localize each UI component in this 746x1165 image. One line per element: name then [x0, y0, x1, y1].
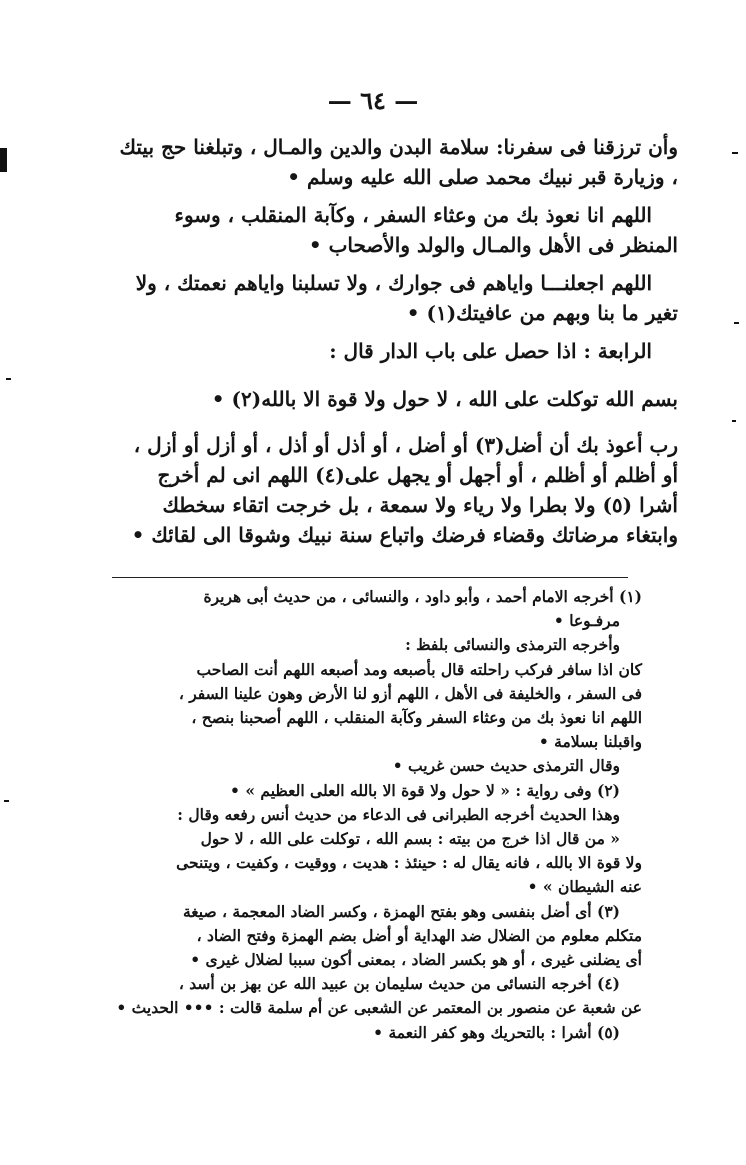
footnote-line: عن شعبة عن منصور بن المعتمر عن الشعبى عن أم سلمة قالت : ••• الحديث • — [116, 998, 642, 1018]
edge-mark-right-2 — [734, 322, 739, 324]
edge-mark-right-3 — [732, 420, 736, 422]
edge-mark-left-top — [0, 148, 7, 172]
footnote-line: واقبلنا بسلامة • — [538, 732, 642, 752]
footnotes — [104, 585, 642, 1045]
edge-mark-left-low — [4, 800, 9, 802]
footnote-separator — [112, 577, 628, 578]
footnote-line: (٢) وفى رواية : « لا حول ولا قوة الا بالله العلى العظيم » • — [230, 780, 620, 800]
main-paragraph: رب أعوذ بك أن أضل(٣) أو أضل ، أو أذل أو أذل ، أو أزل أو أزل ، أو أظلم أو أظلم ، أو أجهل أو يجهل على(٤) اللهم انى لم أخرج أشرا (٥) ولا بطرا ولا رياء ولا سمعة ، بل خرجت اتقاء سخطك وابتغاء مرضاتك وقضاء فرضك واتباع سنة نبيك وشوقا الى لقائك • — [131, 433, 678, 547]
footnote-line: وأخرجه الترمذى والنسائى بلفظ : — [405, 635, 620, 655]
footnote-line: ولا قوة الا بالله ، فانه يقال له : حينئذ : هديت ، ووقيت ، وكفيت ، ويتنحى — [176, 853, 642, 873]
footnote-line: وهذا الحديث أخرجه الطبرانى فى الدعاء من حديث أنس رفعه وقال : — [177, 804, 620, 824]
main-paragraph: اللهم اجعلنـــا واياهم فى جوارك ، ولا تسلبنا واياهم نعمتك ، ولا تغير ما بنا وبهم من عافيتك(١) • — [135, 271, 678, 325]
footnote-line: متكلم معلوم من الضلال ضد الهداية أو أضل بضم الهمزة وفتح الضاد ، — [196, 925, 642, 945]
main-paragraph: الرابعة : اذا حصل على باب الدار قال : — [329, 339, 652, 363]
edge-mark-right-1 — [732, 152, 738, 154]
footnote-line: اللهم انا نعوذ بك من وعثاء السفر وكآبة المنقلب ، اللهم أصحبنا بنصح ، — [191, 708, 642, 728]
edge-mark-left-mid — [6, 378, 11, 380]
footnote-line: (٤) أخرجه النسائى من حديث سليمان بن عبيد الله عن بهز بن أسد ، — [178, 974, 620, 994]
main-paragraph: بسم الله توكلت على الله ، لا حول ولا قوة الا بالله(٢) • — [211, 387, 678, 411]
footnote-line: فى السفر ، والخليفة فى الأهل ، اللهم أزو لنا الأرض وهون علينا السفر ، — [178, 683, 642, 703]
footnote-line: وقال الترمذى حديث حسن غريب • — [392, 756, 620, 776]
footnote-line: مرفـوعا • — [553, 611, 620, 631]
footnote-line: أى يضلنى غيرى ، أو هو بكسر الضاد ، بمعنى أكون سببا لضلال غيرى • — [190, 950, 642, 970]
footnote-line: كان اذا سافر فركب راحلته قال بأصبعه ومد أصبعه اللهم أنت الصاحب — [196, 659, 642, 679]
footnote-line: « من قال اذا خرج من بيته : بسم الله ، توكلت على الله ، لا حول — [200, 829, 620, 849]
footnote-line: (٣) أى أضل بنفسى وهو بفتح الهمزة ، وكسر الضاد المعجمة ، صيغة — [182, 901, 620, 921]
main-paragraph: وأن ترزقنا فى سفرنا: سلامة البدن والدين والمـال ، وتبلغنا حج بيتك ، وزيارة قبر نبيك محمد صلى الله عليه وسلم • — [119, 135, 678, 189]
main-paragraph: اللهم انا نعوذ بك من وعثاء السفر ، وكآبة المنقلب ، وسوء المنظر فى الأهل والمـال والولد والأصحاب • — [174, 203, 678, 257]
footnote-line: (٥) أشرا : بالتحريك وهو كفر النعمة • — [373, 1022, 620, 1042]
footnote-line: عنه الشيطان » • — [527, 877, 642, 897]
page-number: — ٦٤ — — [327, 86, 419, 115]
footnote-line: (١) أخرجه الامام أحمد ، وأبو داود ، والنسائى ، من حديث أبى هريرة — [203, 587, 642, 606]
main-text — [118, 132, 678, 558]
